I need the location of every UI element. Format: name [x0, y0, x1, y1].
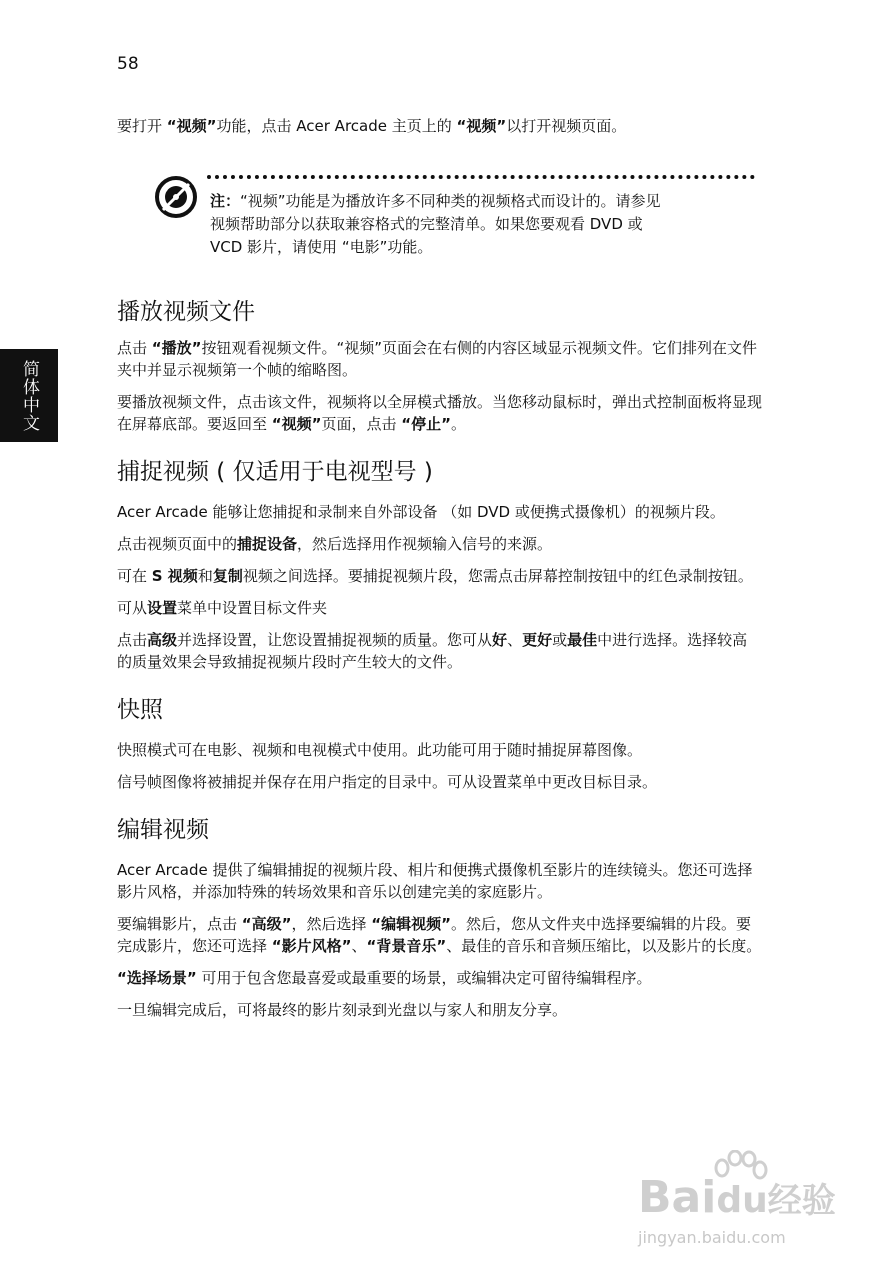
section-title: 编辑视频 [117, 817, 209, 843]
note-line-1: 注：“视频”功能是为播放许多不同种类的视频格式而设计的。请参见 [210, 192, 661, 210]
disc-note-icon [154, 175, 198, 219]
intro-paragraph: 要打开 “视频”功能，点击 Acer Arcade 主页上的 “视频”以打开视频页面。 [117, 117, 627, 135]
section-snapshot [117, 695, 762, 793]
section-play-video [117, 297, 762, 435]
baidu-jingyan-watermark [638, 1150, 858, 1260]
paragraph: “选择场景” 可用于包含您最喜爱或最重要的场景，或编辑决定可留待编辑程序。 [117, 969, 652, 987]
language-side-tab [0, 349, 58, 442]
paragraph: 快照模式可在电影、视频和电视模式中使用。此功能可用于随时捕捉屏幕图像。 [117, 741, 643, 759]
paragraph: 要编辑影片，点击 “高级”，然后选择 “编辑视频”。然后，您从文件夹中选择要编辑的片段。要完成影片，您还可选择 “影片风格”、“背景音乐”、最佳的音乐和音频压缩比，以及影片的长度。 [117, 915, 762, 955]
note-line-2: 视频帮助部分以获取兼容格式的完整清单。如果您要观看 DVD 或 [210, 215, 643, 233]
paragraph: 点击 “播放”按钮观看视频文件。“视频”页面会在右侧的内容区域显示视频文件。它们排列在文件夹中并显示视频第一个帧的缩略图。 [117, 339, 758, 379]
watermark-brand: Baidu经验 [638, 1172, 836, 1223]
section-title: 播放视频文件 [117, 299, 255, 325]
page-number: 58 [117, 54, 139, 74]
paragraph: Acer Arcade 提供了编辑捕捉的视频片段、相片和便携式摄像机至影片的连续镜头。您还可选择影片风格，并添加特殊的转场效果和音乐以创建完美的家庭影片。 [117, 861, 753, 901]
note-line-3: VCD 影片，请使用 “电影”功能。 [210, 238, 433, 256]
watermark-url: jingyan.baidu.com [638, 1228, 786, 1247]
section-capture-video [117, 457, 762, 673]
paragraph: Acer Arcade 能够让您捕捉和录制来自外部设备 （如 DVD 或便携式摄像机）的视频片段。 [117, 503, 725, 521]
paragraph: 点击视频页面中的捕捉设备，然后选择用作视频输入信号的来源。 [117, 535, 553, 553]
language-side-tab-label: 简体中文 [19, 359, 39, 432]
note-text [210, 190, 755, 259]
paragraph: 可在 S 视频和复制视频之间选择。要捕捉视频片段，您需点击屏幕控制按钮中的红色录制按钮。 [117, 567, 753, 585]
paragraph: 要播放视频文件，点击该文件，视频将以全屏模式播放。当您移动鼠标时，弹出式控制面板将显现在屏幕底部。要返回至 “视频”页面，点击 “停止”。 [117, 393, 763, 433]
section-edit-video [117, 815, 762, 1021]
section-title: 快照 [117, 697, 163, 723]
paragraph: 一旦编辑完成后，可将最终的影片刻录到光盘以与家人和朋友分享。 [117, 1001, 568, 1019]
page-content [117, 115, 762, 1031]
paragraph: 信号帧图像将被捕捉并保存在用户指定的目录中。可从设置菜单中更改目标目录。 [117, 773, 658, 791]
paragraph: 点击高级并选择设置，让您设置捕捉视频的质量。您可从好、更好或最佳中进行选择。选择较高的质量效果会导致捕捉视频片段时产生较大的文件。 [117, 631, 748, 671]
note-dotted-divider [207, 175, 755, 179]
note-box [117, 159, 762, 269]
paragraph: 可从设置菜单中设置目标文件夹 [117, 599, 328, 617]
section-title: 捕捉视频 ( 仅适用于电视型号 ) [117, 459, 433, 485]
